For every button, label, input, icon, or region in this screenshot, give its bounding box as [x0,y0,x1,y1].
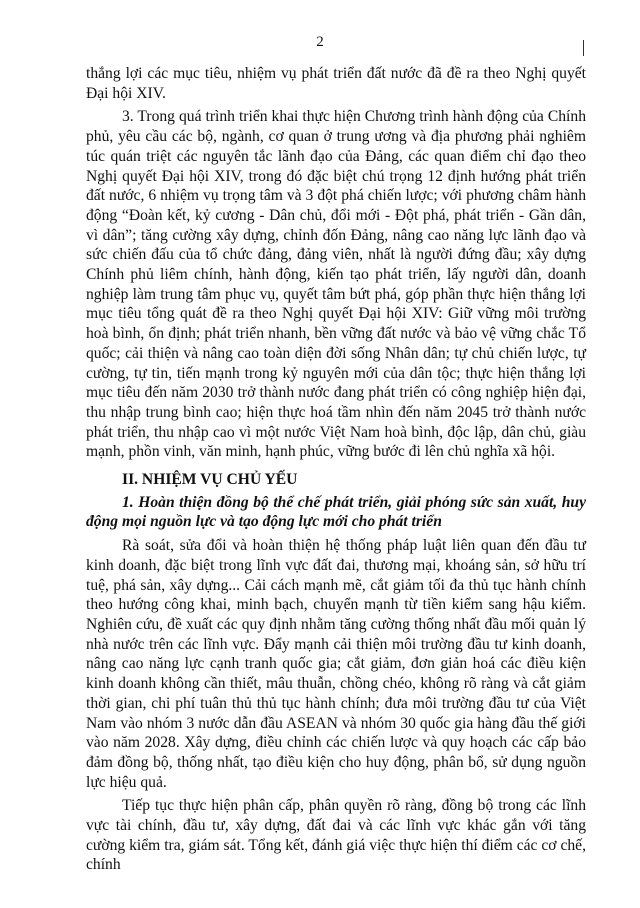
page-number: 2 [316,34,324,50]
paragraph-body-2: Tiếp tục thực hiện phân cấp, phân quyền rõ ràng, đồng bộ trong các lĩnh vực tài chính, đầu tư, xây dựng, đất đai và các lĩnh vực khác gắn với tăng cường kiểm tra, giám sát. Tổng kết, đánh giá việc thực hiện thí điểm các cơ chế, chính [86,797,586,874]
paragraph-body-1: Rà soát, sửa đổi và hoàn thiện hệ thống pháp luật liên quan đến đầu tư kinh doanh, đặc biệt trong lĩnh vực đất đai, thương mại, khoáng sản, sở hữu trí tuệ, phá sản, xây dựng... Cải cách mạnh mẽ, cắt giảm tối đa thủ tục hành chính theo hướng công khai, minh bạch, chuyển mạnh từ tiền kiểm sang hậu kiểm. Nghiên cứu, đề xuất các quy định nhằm tăng cường thống nhất đầu mối quản lý nhà nước trên các lĩnh vực. Đẩy mạnh cải thiện môi trường đầu tư kinh doanh, nâng cao năng lực cạnh tranh quốc gia; cắt giảm, đơn giản hoá các điều kiện kinh doanh không cần thiết, mâu thuẫn, chồng chéo, không rõ ràng và cắt giảm thời gian, chi phí tuân thủ thủ tục hành chính; đưa môi trường đầu tư của Việt Nam vào nhóm 3 nước dẫn đầu ASEAN và nhóm 30 quốc gia hàng đầu thế giới vào năm 2028. Xây dựng, điều chỉnh các chiến lược và quy hoạch các cấp bảo đảm đồng bộ, thống nhất, tạo điều kiện cho huy động, phân bổ, sử dụng nguồn lực hiệu quả. [86,537,586,791]
scan-edge-mark [583,40,584,56]
document-body [86,64,586,875]
paragraph-point-3: 3. Trong quá trình triển khai thực hiện Chương trình hành động của Chính phủ, yêu cầu các bộ, ngành, cơ quan ở trung ương và địa phương phải nghiêm túc quán triệt các nguyên tắc lãnh đạo của Đảng, các quan điểm chỉ đạo theo Nghị quyết Đại hội XIV, trong đó đặc biệt chú trọng 12 định hướng phát triển đất nước, 6 nhiệm vụ trọng tâm và 3 đột phá chiến lược; với phương châm hành động “Đoàn kết, kỷ cương - Dân chủ, đổi mới - Đột phá, phát triển - Gần dân, vì dân”; tăng cường xây dựng, chỉnh đốn Đảng, nâng cao năng lực lãnh đạo và sức chiến đấu của tổ chức đảng, đảng viên, nhất là người đứng đầu; xây dựng Chính phủ liêm chính, hành động, kiến tạo phát triển, lấy người dân, doanh nghiệp làm trung tâm phục vụ, quyết tâm bứt phá, góp phần thực hiện thắng lợi mục tiêu tổng quát đề ra theo Nghị quyết Đại hội XIV: Giữ vững môi trường hoà bình, ổn định; phát triển nhanh, bền vững đất nước và bảo vệ vững chắc Tổ quốc; cải thiện và nâng cao toàn diện đời sống Nhân dân; tự chủ chiến lược, tự cường, tự tin, tiến mạnh trong kỷ nguyên mới của dân tộc; thực hiện thắng lợi mục tiêu đến năm 2030 trở thành nước đang phát triển có công nghiệp hiện đại, thu nhập trung bình cao; hiện thực hoá tầm nhìn đến năm 2045 trở thành nước phát triển, thu nhập cao vì một nước Việt Nam hoà bình, độc lập, dân chủ, giàu mạnh, phồn vinh, văn minh, hạnh phúc, vững bước đi lên chủ nghĩa xã hội. [86,108,586,461]
paragraph-intro-tail: thắng lợi các mục tiêu, nhiệm vụ phát triển đất nước đã đề ra theo Nghị quyết Đại hội XIV. [86,65,586,102]
subsection-heading: 1. Hoàn thiện đồng bộ thể chế phát triển, giải phóng sức sản xuất, huy động mọi nguồn lực và tạo động lực mới cho phát triển [86,493,586,531]
section-heading: II. NHIỆM VỤ CHỦ YẾU [122,471,298,489]
